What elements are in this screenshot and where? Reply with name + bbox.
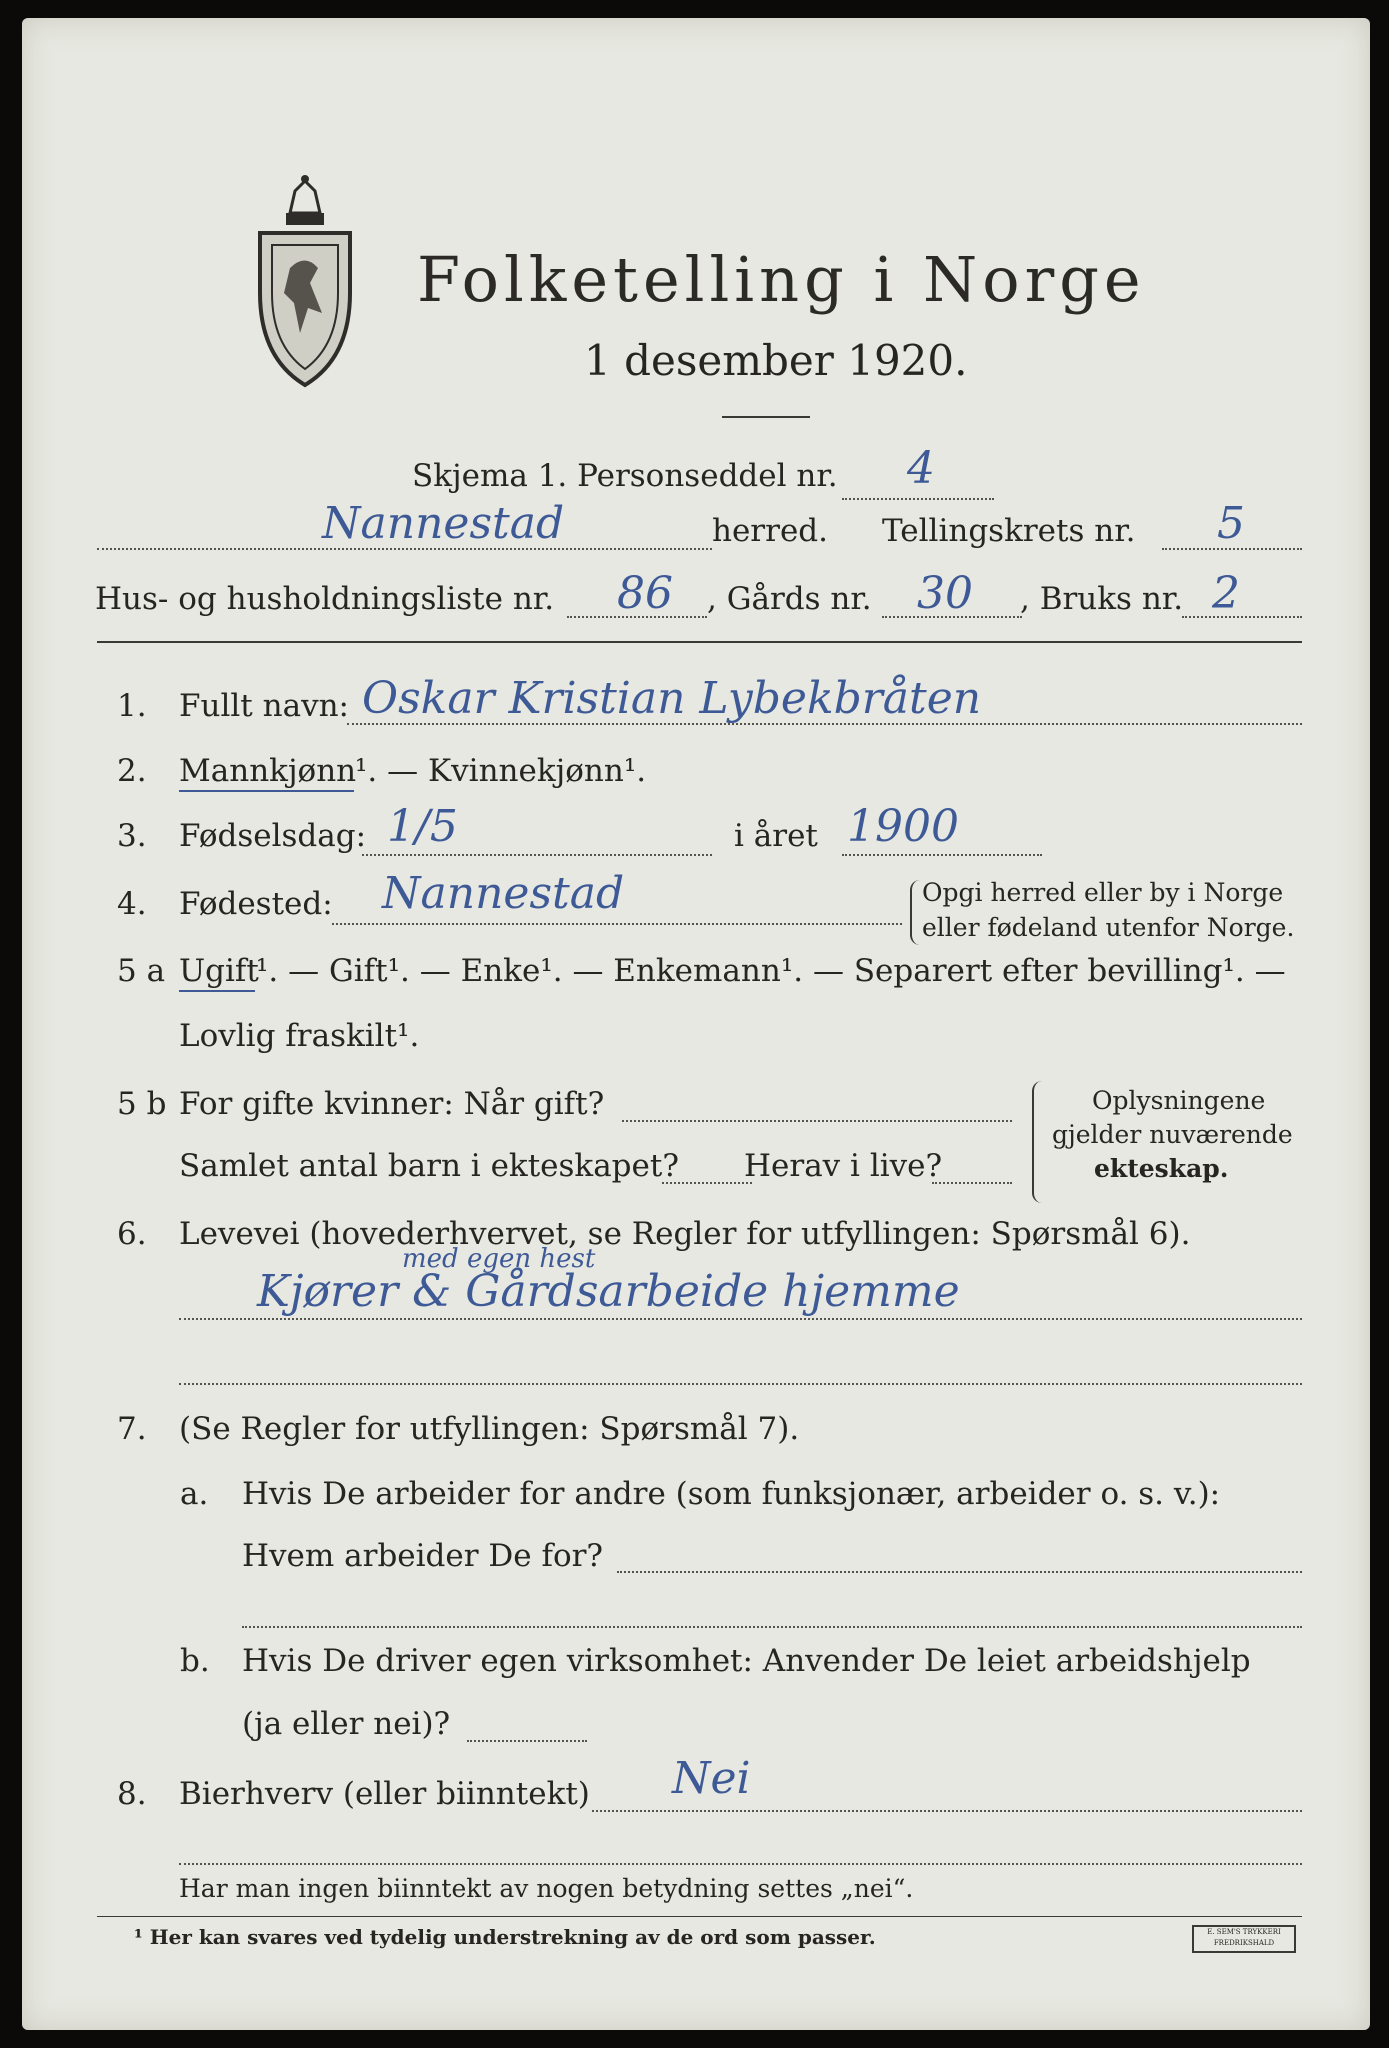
occupation-insert: med egen hest — [402, 1244, 596, 1274]
gender-male-underline — [179, 790, 354, 792]
q4-number: 4. — [117, 886, 147, 922]
hus-label: Hus- og husholdningsliste nr. — [95, 581, 555, 617]
q4-brace — [910, 880, 920, 945]
form-date: 1 desember 1920. — [584, 336, 968, 385]
bruks-field-line — [1182, 616, 1302, 618]
q5b-brace — [1032, 1081, 1044, 1203]
census-form — [22, 18, 1370, 2030]
footer-note: Har man ingen biinntekt av nogen betydning settes „nei“. — [179, 1874, 914, 1903]
occupation-field-line-2[interactable] — [179, 1383, 1302, 1385]
side-income-field-line-2[interactable] — [179, 1863, 1302, 1865]
q5b-note-line2: gjelder nuværende — [1052, 1120, 1293, 1149]
q5b-line1: For gifte kvinner: Når gift? — [179, 1086, 605, 1122]
birthplace-field[interactable]: Nannestad — [382, 868, 625, 919]
q7b-line1: Hvis De driver egen virksomhet: Anvender De leiet arbeidshjelp — [242, 1643, 1251, 1679]
q7a-line1: Hvis De arbeider for andre (som funksjonær, arbeider o. s. v.): — [242, 1476, 1221, 1512]
birthdate-field-line — [362, 854, 712, 856]
q1-number: 1. — [117, 688, 147, 724]
birth-year-label: i året — [734, 818, 818, 854]
birthplace-field-line — [332, 923, 902, 925]
q5b-number: 5 b — [117, 1086, 167, 1122]
q3-number: 3. — [117, 818, 147, 854]
skjema-label: Skjema 1. Personseddel nr. — [412, 458, 838, 494]
q8-number: 8. — [117, 1776, 147, 1812]
hus-field[interactable]: 86 — [617, 568, 673, 619]
employer-field-line-2[interactable] — [242, 1626, 1302, 1628]
marital-options-line2: Lovlig fraskilt¹. — [179, 1018, 420, 1054]
q5a-number: 5 a — [117, 953, 166, 989]
header-divider — [97, 641, 1302, 643]
q6-label: Levevei (hovederhvervet, se Regler for utfyllingen: Spørsmål 6). — [179, 1216, 1191, 1252]
married-when-field[interactable] — [622, 1120, 1012, 1122]
q5b-note-line3: ekteskap. — [1094, 1154, 1229, 1183]
occupation-field-line — [179, 1318, 1302, 1320]
q6-number: 6. — [117, 1216, 147, 1252]
q7-label: (Se Regler for utfyllingen: Spørsmål 7). — [179, 1411, 800, 1447]
personseddel-nr-field-line — [842, 498, 994, 500]
marital-ugift-underline — [179, 990, 255, 992]
bruks-field[interactable]: 2 — [1212, 568, 1240, 619]
children-total-field[interactable] — [662, 1182, 752, 1184]
footer-divider — [97, 1916, 1302, 1917]
q5b-children-label: Samlet antal barn i ekteskapet? — [179, 1148, 679, 1184]
side-income-field-line — [592, 1810, 1302, 1812]
q8-label: Bierhverv (eller biinntekt) — [179, 1776, 590, 1812]
footnote: ¹ Her kan svares ved tydelig understrekning av de ord som passer. — [134, 1925, 876, 1949]
q7-number: 7. — [117, 1411, 147, 1447]
gender-rest-label: ¹. — Kvinnekjønn¹. — [355, 753, 647, 789]
q2-number: 2. — [117, 753, 147, 789]
marital-options: ¹. — Gift¹. — Enke¹. — Enkemann¹. — Separert efter bevilling¹. — — [256, 953, 1286, 989]
q4-label: Fødested: — [179, 886, 333, 922]
bruks-label: , Bruks nr. — [1020, 581, 1184, 617]
tellingskrets-field[interactable]: 5 — [1217, 498, 1245, 549]
occupation-field[interactable]: Kjører & Gårdsarbeide hjemme — [257, 1266, 960, 1317]
birthdate-field[interactable]: 1/5 — [387, 801, 458, 852]
q1-label: Fullt navn: — [179, 688, 349, 724]
title-divider — [722, 416, 810, 418]
marital-ugift-option[interactable]: Ugift — [179, 953, 259, 989]
q5b-note-line1: Oplysningene — [1092, 1086, 1266, 1115]
full-name-field[interactable]: Oskar Kristian Lybekbråten — [362, 673, 982, 724]
form-title: Folketelling i Norge — [417, 243, 1146, 316]
personseddel-nr-field[interactable]: 4 — [907, 443, 935, 494]
herred-field[interactable]: Nannestad — [322, 498, 565, 549]
q7a-line2: Hvem arbeider De for? — [242, 1538, 604, 1574]
herred-label: herred. — [712, 513, 828, 549]
coat-of-arms-icon — [250, 173, 360, 393]
q4-note-line2: eller fødeland utenfor Norge. — [922, 913, 1295, 942]
birth-year-field-line — [842, 854, 1042, 856]
tellingskrets-label: Tellingskrets nr. — [882, 513, 1136, 549]
q7a-number: a. — [180, 1476, 209, 1512]
q7b-line2: (ja eller nei)? — [242, 1706, 451, 1742]
children-alive-field[interactable] — [932, 1182, 1012, 1184]
q7b-number: b. — [180, 1643, 210, 1679]
birth-year-field[interactable]: 1900 — [847, 801, 959, 852]
q3-label: Fødselsdag: — [179, 818, 367, 854]
side-income-field[interactable]: Nei — [672, 1753, 751, 1804]
hired-help-field[interactable] — [467, 1740, 587, 1742]
q5b-alive-label: Herav i live? — [744, 1148, 943, 1184]
employer-field[interactable] — [617, 1571, 1302, 1573]
gards-label: , Gårds nr. — [707, 581, 872, 617]
q4-note-line1: Opgi herred eller by i Norge — [922, 878, 1284, 907]
printer-stamp: E. SEM'S TRYKKERI FREDRIKSHALD — [1192, 1925, 1296, 1953]
gards-field[interactable]: 30 — [917, 568, 973, 619]
gender-male-option[interactable]: Mannkjønn — [179, 753, 357, 789]
